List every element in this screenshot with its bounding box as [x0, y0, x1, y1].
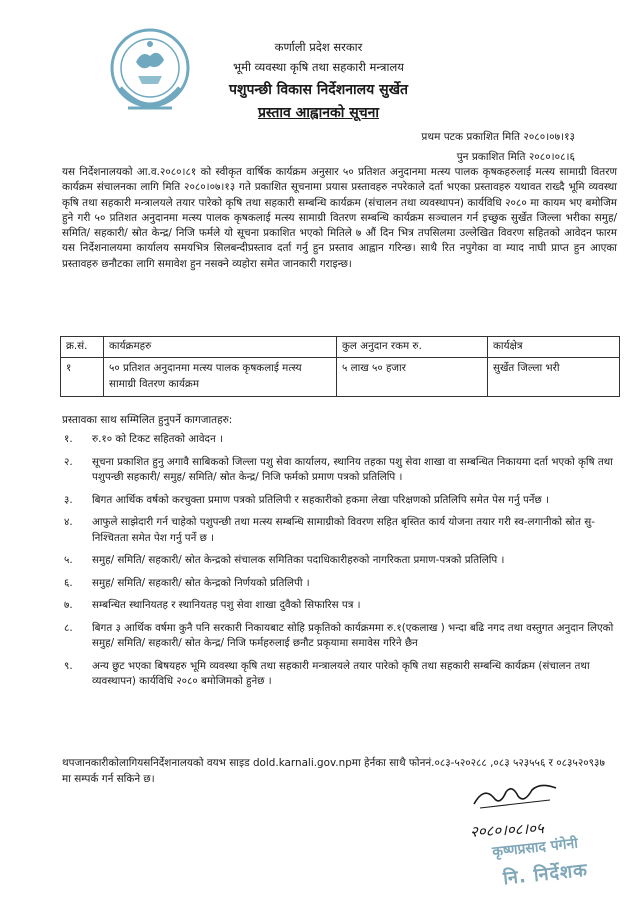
- list-item: [62, 515, 620, 546]
- item-number: ४.: [64, 516, 73, 528]
- list-item: [62, 455, 620, 486]
- item-number: १.: [64, 433, 73, 445]
- stamp-officer-title: नि. निर्देशक: [502, 859, 589, 890]
- program-table: [60, 336, 620, 397]
- list-item: [62, 659, 620, 690]
- list-item: [62, 432, 620, 448]
- list-item: [62, 553, 620, 569]
- government-name: कर्णाली प्रदेश सरकार: [274, 40, 363, 54]
- stamp-officer-name: कृष्णप्रसाद पंगेनी: [491, 835, 579, 861]
- office-name: पशुपन्छी विकास निर्देशनालय सुर्खेत: [229, 82, 408, 98]
- notice-title: [0, 103, 637, 122]
- cell-area: सुर्खेत जिल्ला भरी: [488, 358, 620, 397]
- col-header-program: कार्यक्रमहरु: [104, 337, 337, 358]
- ministry-name: भूमी व्यवस्था कृषि तथा सहकारी मन्त्रालय: [233, 60, 404, 74]
- item-text: रु.१० को टिकट सहितको आवेदन ।: [92, 433, 223, 445]
- republication-date: पुन प्रकाशित मिति २०८०।०८।६: [456, 151, 575, 163]
- signature-date: २०८०।०८।०५: [469, 819, 545, 841]
- col-header-area: कार्यक्षेत्र: [488, 337, 620, 358]
- col-header-amount: कुल अनुदान रकम रु.: [337, 337, 488, 358]
- item-number: ८.: [64, 621, 73, 634]
- signature-mark: [470, 778, 560, 814]
- notice-body: यस निर्देशनालयको आ.व.२०८०।८१ को स्वीकृत वार्षिक कार्यक्रम अनुसार ५० प्रतिशत अनुदानमा मत्स्य पालक कृषकहरुलाई मत्स्य सामाग्री वितरण कार्यक्रम संचालनका लागि मिति २०८०।०७।१३ गते प्रकाशित सूचनामा प्रयास प्रस्तावहरु नपरेकाले दर्ता भएका प्रस्तावहरु यथावत राख्दै भूमि व्यवस्था कृषि तथा सहकारी मन्त्रालयले तयार पारेको कृषि तथा सहकारी सम्बन्धि कार्यक्रम (संचालन तथा व्यवस्थापन) कार्यविधि २०८० मा कायम भए बमोजिम हुने गरी ५० प्रतिशत अनुदानमा मत्स्य पालक कृषकलाई मत्स्य सामाग्री वितरण सम्बन्धि कार्यक्रम सञ्चालन गर्न इच्छुक सुर्खेत जिल्ला भरीका समुह/ समिति/ सहकारी/ स्रोत केन्द्र/ निजि फर्मले यो सूचना प्रकाशित भएको मितिले ७ औं दिन भित्र तपसिलमा उल्लेखित विवरण सहितको आवेदन फारम यस निर्देशनालयमा कार्यालय समयभित्र सिलबन्दीप्रस्ताव दर्ता गर्नु हुन प्रस्ताव आह्वान गरिन्छ। साथै रित नपुगेका वा म्याद नाघी प्राप्त हुन आएका प्रस्तावहरु छनौटका लागि समावेश हुन नसक्ने व्यहोरा समेत जानकारी गराइन्छ।: [62, 166, 617, 270]
- attachments-heading: प्रस्तावका साथ सम्मिलित हुनुपर्ने कागजातहरु:: [62, 414, 233, 426]
- table-row: [61, 358, 620, 397]
- item-number: ५.: [64, 554, 73, 566]
- item-number: ७.: [64, 599, 73, 611]
- notice-title-text: प्रस्ताव आह्वानको सूचना: [257, 105, 380, 121]
- item-number: २.: [64, 455, 73, 468]
- contact-info: थपजानकारीकोलागियसनिर्देशनालयको वयभ साइड dold.karnali.gov.npमा हेर्नका साथै फोननं.०८३-५२०२८८ ,०८३ ५२३५५६ र ०८३५२०९३७ मा सम्पर्क गर्न सकिने छ।: [62, 757, 605, 785]
- item-text: सम्बन्धित स्थानियतह र स्थानियतह पशु सेवा शाखा दुवैको सिफारिस पत्र ।: [92, 599, 361, 611]
- item-text: समुह/ समिति/ सहकारी/ स्रोत केन्द्रको संचालक समितिका पदाधिकारीहरुको नागरिकता प्रमाण-पत्रको प्रतिलिपि ।: [92, 554, 505, 566]
- item-text: बिगत आर्थिक वर्षको करचुक्ता प्रमाण पत्रको प्रतिलिपी र सहकारीको हकमा लेखा परिक्षणको प्रतिलिपि समेत पेस गर्नु पर्नेछ ।: [92, 493, 549, 506]
- item-text: बिगत ३ आर्थिक वर्षमा कुनै पनि सरकारी निकायबाट सोहि प्रकृतिको कार्यक्रममा रु.१(एकलाख ) भन्दा बढि नगद तथा वस्तुगत अनुदान लिएको समुह/ समिति/ सहकारी/ स्रोत केन्द्र/ निजि फर्महरुलाई छनौट प्रकृयामा समावेस गरिने छैन: [92, 621, 614, 649]
- list-item: [62, 621, 620, 652]
- list-item: [62, 598, 620, 614]
- attachments-list: [62, 432, 620, 697]
- item-text: समुह/ समिति/ सहकारी/ स्रोत केन्द्रको निर्णयको प्रतिलिपी ।: [92, 576, 310, 589]
- item-number: ३.: [64, 493, 73, 506]
- item-text: सूचना प्रकाशित हुनु अगावै साबिकको जिल्ला पशु सेवा कार्यालय, स्थानिय तहका पशु सेवा शाखा वा सम्बन्धित निकायमा दर्ता भएको कृषि तथा पशुपन्छी सहकारी/ समुह/ समिति/ स्रोत केन्द्र/ निजि फर्मको प्रमाण पत्रको प्रतिलिपि ।: [92, 455, 613, 483]
- cell-sn: १: [61, 358, 104, 397]
- cell-amount: ५ लाख ५० हजार: [337, 358, 488, 397]
- list-item: [62, 493, 620, 509]
- list-item: [62, 576, 620, 592]
- item-number: ९.: [64, 659, 73, 672]
- cell-program: ५० प्रतिशत अनुदानमा मत्स्य पालक कृषकलाई मत्स्य सामाग्री वितरण कार्यक्रम: [104, 358, 337, 397]
- col-header-sn: क्र.सं.: [61, 337, 104, 358]
- item-text: अन्य छुट भएका बिषयहरु भूमि व्यवस्था कृषि तथा सहकारी मन्त्रालयले तयार पारेको कृषि तथा सहकारी सम्बन्धि कार्यक्रम (संचालन तथा व्यवस्थापन) कार्यविधि २०८० बमोजिमको हुनेछ ।: [92, 659, 590, 687]
- item-text: आफुले साझेदारी गर्न चाहेको पशुपन्छी तथा मत्स्य सम्बन्धि सामाग्रीको विवरण सहित बृस्तित कार्य योजना तयार गरी स्व-लगानीको स्रोत सु-निश्चितता समेत पेश गर्नु पर्ने छ ।: [92, 516, 595, 544]
- table-header-row: [61, 337, 620, 358]
- item-number: ६.: [64, 576, 73, 589]
- first-publication-date: प्रथम पटक प्रकाशित मिति २०८०।०७।१३: [421, 131, 575, 143]
